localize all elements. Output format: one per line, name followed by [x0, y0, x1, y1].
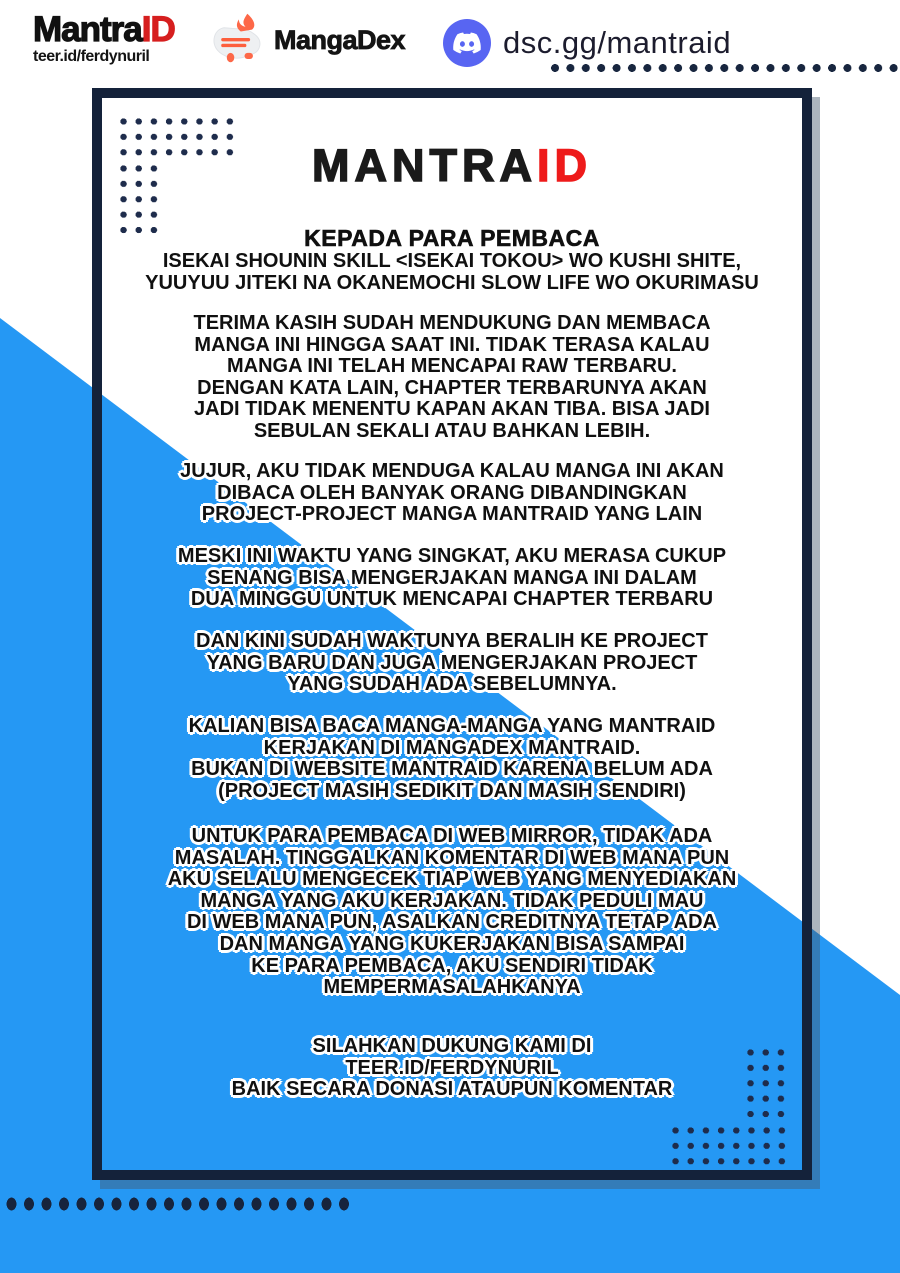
discord-icon — [443, 19, 491, 67]
readers-heading: KEPADA PARA PEMBACA — [304, 225, 600, 251]
brand-name-red: ID — [141, 10, 175, 49]
mantraid-logo — [33, 12, 175, 65]
paragraph-thanks: TERIMA KASIH SUDAH MENDUKUNG DAN MEMBACA MANGA INI HINGGA SAAT INI. TIDAK TERASA KALAU MANGA INI TELAH MENCAPAI RAW TERBARU. DENGAN KATA LAIN, CHAPTER TERBARUNYA AKAN JADI TIDAK MENENTU KAPAN AKAN TIBA. BISA JADI SEBULAN SEKALI ATAU BAHKAN LEBIH. — [193, 312, 711, 442]
mangadex-icon — [210, 10, 266, 71]
brand-name-black: Mantra — [33, 10, 142, 49]
brand-subtitle: teer.id/ferdynuril — [33, 48, 150, 65]
mangadex-label: MangaDex — [274, 25, 406, 55]
paragraph-honest: JUJUR, AKU TIDAK MENDUGA KALAU MANGA INI AKAN DIBACA OLEH BANYAK ORANG DIBANDINGKAN PROJECT-PROJECT MANGA MANTRAID YANG LAIN — [180, 460, 724, 526]
poster-title — [102, 140, 802, 192]
paragraph-web-mirror: UNTUK PARA PEMBACA DI WEB MIRROR, TIDAK ADA MASALAH. TINGGALKAN KOMENTAR DI WEB MANA PUN AKU SELALU MENGECEK TIAP WEB YANG MENYEDIAKAN MANGA YANG AKU KERJAKAN. TIDAK PEDULI MAU DI WEB MANA PUN, ASALKAN CREDITNYA TETAP ADA DAN MANGA YANG KUKERJAKAN BISA SAMPAI KE PARA PEMBACA, AKU SENDIRI TIDAK MEMPERMASALAHKANYA — [167, 825, 737, 999]
poster-frame — [92, 88, 812, 1180]
poster-title-black: MANTRA — [312, 140, 537, 191]
discord-badge — [443, 19, 731, 67]
dot-grid-bottom-right-column — [743, 1045, 790, 1123]
paragraph-mangadex: KALIAN BISA BACA MANGA-MANGA YANG MANTRAID KERJAKAN DI MANGADEX MANTRAID. BUKAN DI WEBSITE MANTRAID KARENA BELUM ADA (PROJECT MASIH SEDIKIT DAN MASIH SENDIRI) — [188, 715, 716, 802]
dotted-divider-top — [548, 61, 900, 75]
paragraph-support: SILAHKAN DUKUNG KAMI DI TEER.ID/FERDYNURIL BAIK SECARA DONASI ATAUPUN KOMENTAR — [231, 1035, 673, 1101]
discord-invite-label: dsc.gg/mantraid — [503, 25, 732, 60]
poster-content — [102, 98, 802, 1170]
header — [0, 0, 900, 88]
dotted-divider-bottom — [3, 1196, 353, 1213]
brand-name — [33, 12, 175, 47]
dot-grid-bottom-right-row — [668, 1123, 790, 1170]
mangadex-logo — [210, 10, 405, 71]
paragraph-new-project: DAN KINI SUDAH WAKTUNYA BERALIH KE PROJECT YANG BARU DAN JUGA MENGERJAKAN PROJECT YANG SUDAH ADA SEBELUMNYA. — [196, 630, 708, 696]
paragraph-two-weeks: MESKI INI WAKTU YANG SINGKAT, AKU MERASA CUKUP SENANG BISA MENGERJAKAN MANGA INI DALAM DUA MINGGU UNTUK MENCAPAI CHAPTER TERBARU — [177, 545, 727, 611]
manga-title-subheading: ISEKAI SHOUNIN SKILL <ISEKAI TOKOU> WO KUSHI SHITE, YUUYUU JITEKI NA OKANEMOCHI SLOW LIFE WO OKURIMASU — [145, 250, 759, 294]
poster-title-red: ID — [536, 140, 592, 191]
